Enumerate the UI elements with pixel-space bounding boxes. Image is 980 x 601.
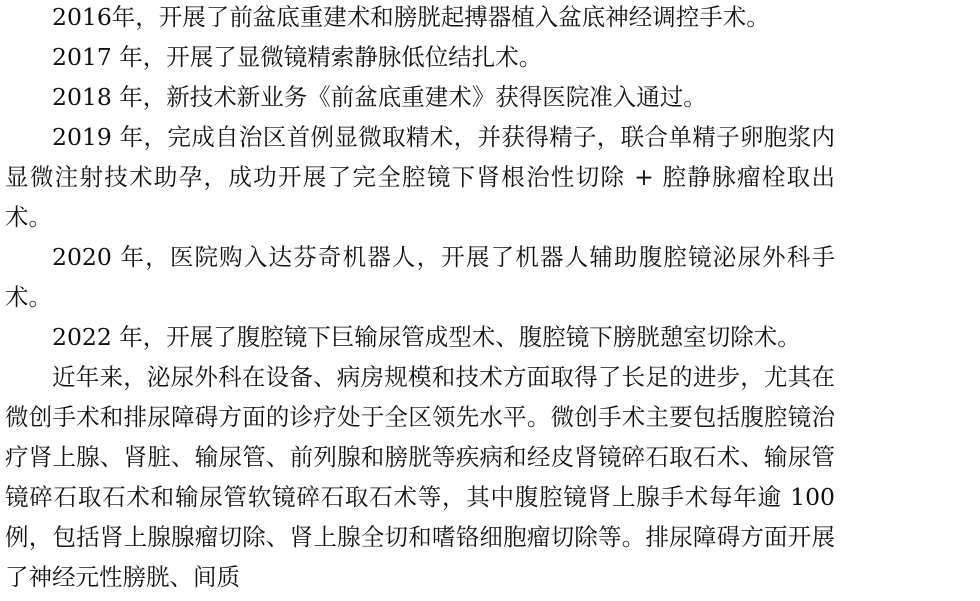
document-page xyxy=(5,0,835,597)
paragraph-recent-years: 近年来，泌尿外科在设备、病房规模和技术方面取得了长足的进步，尤其在微创手术和排尿障碍方面的诊疗处于全区领先水平。微创手术主要包括腹腔镜治疗肾上腺、肾脏、输尿管、前列腺和膀胱等疾病和经皮肾镜碎石取石术、输尿管镜碎石取石术和输尿管软镜碎石取石术等，其中腹腔镜肾上腺手术每年逾 100 例，包括肾上腺腺瘤切除、肾上腺全切和嗜铬细胞瘤切除等。排尿障碍方面开展了神经元性膀胱、间质 xyxy=(5,363,835,591)
paragraph-2022: 2022 年，开展了腹腔镜下巨输尿管成型术、腹腔镜下膀胱憩室切除术。 xyxy=(52,323,801,351)
paragraph-2017: 2017 年，开展了显微镜精索静脉低位结扎术。 xyxy=(52,43,543,71)
paragraph-2016: 2016年，开展了前盆底重建术和膀胱起搏器植入盆底神经调控手术。 xyxy=(52,3,770,31)
paragraph-2018: 2018 年，新技术新业务《前盆底重建术》获得医院准入通过。 xyxy=(52,83,707,111)
paragraph-2020: 2020 年，医院购入达芬奇机器人，开展了机器人辅助腹腔镜泌尿外科手术。 xyxy=(5,243,835,311)
paragraph-2019: 2019 年，完成自治区首例显微取精术，并获得精子，联合单精子卵胞浆内显微注射技术助孕，成功开展了完全腔镜下肾根治性切除 + 腔静脉瘤栓取出术。 xyxy=(5,123,835,231)
